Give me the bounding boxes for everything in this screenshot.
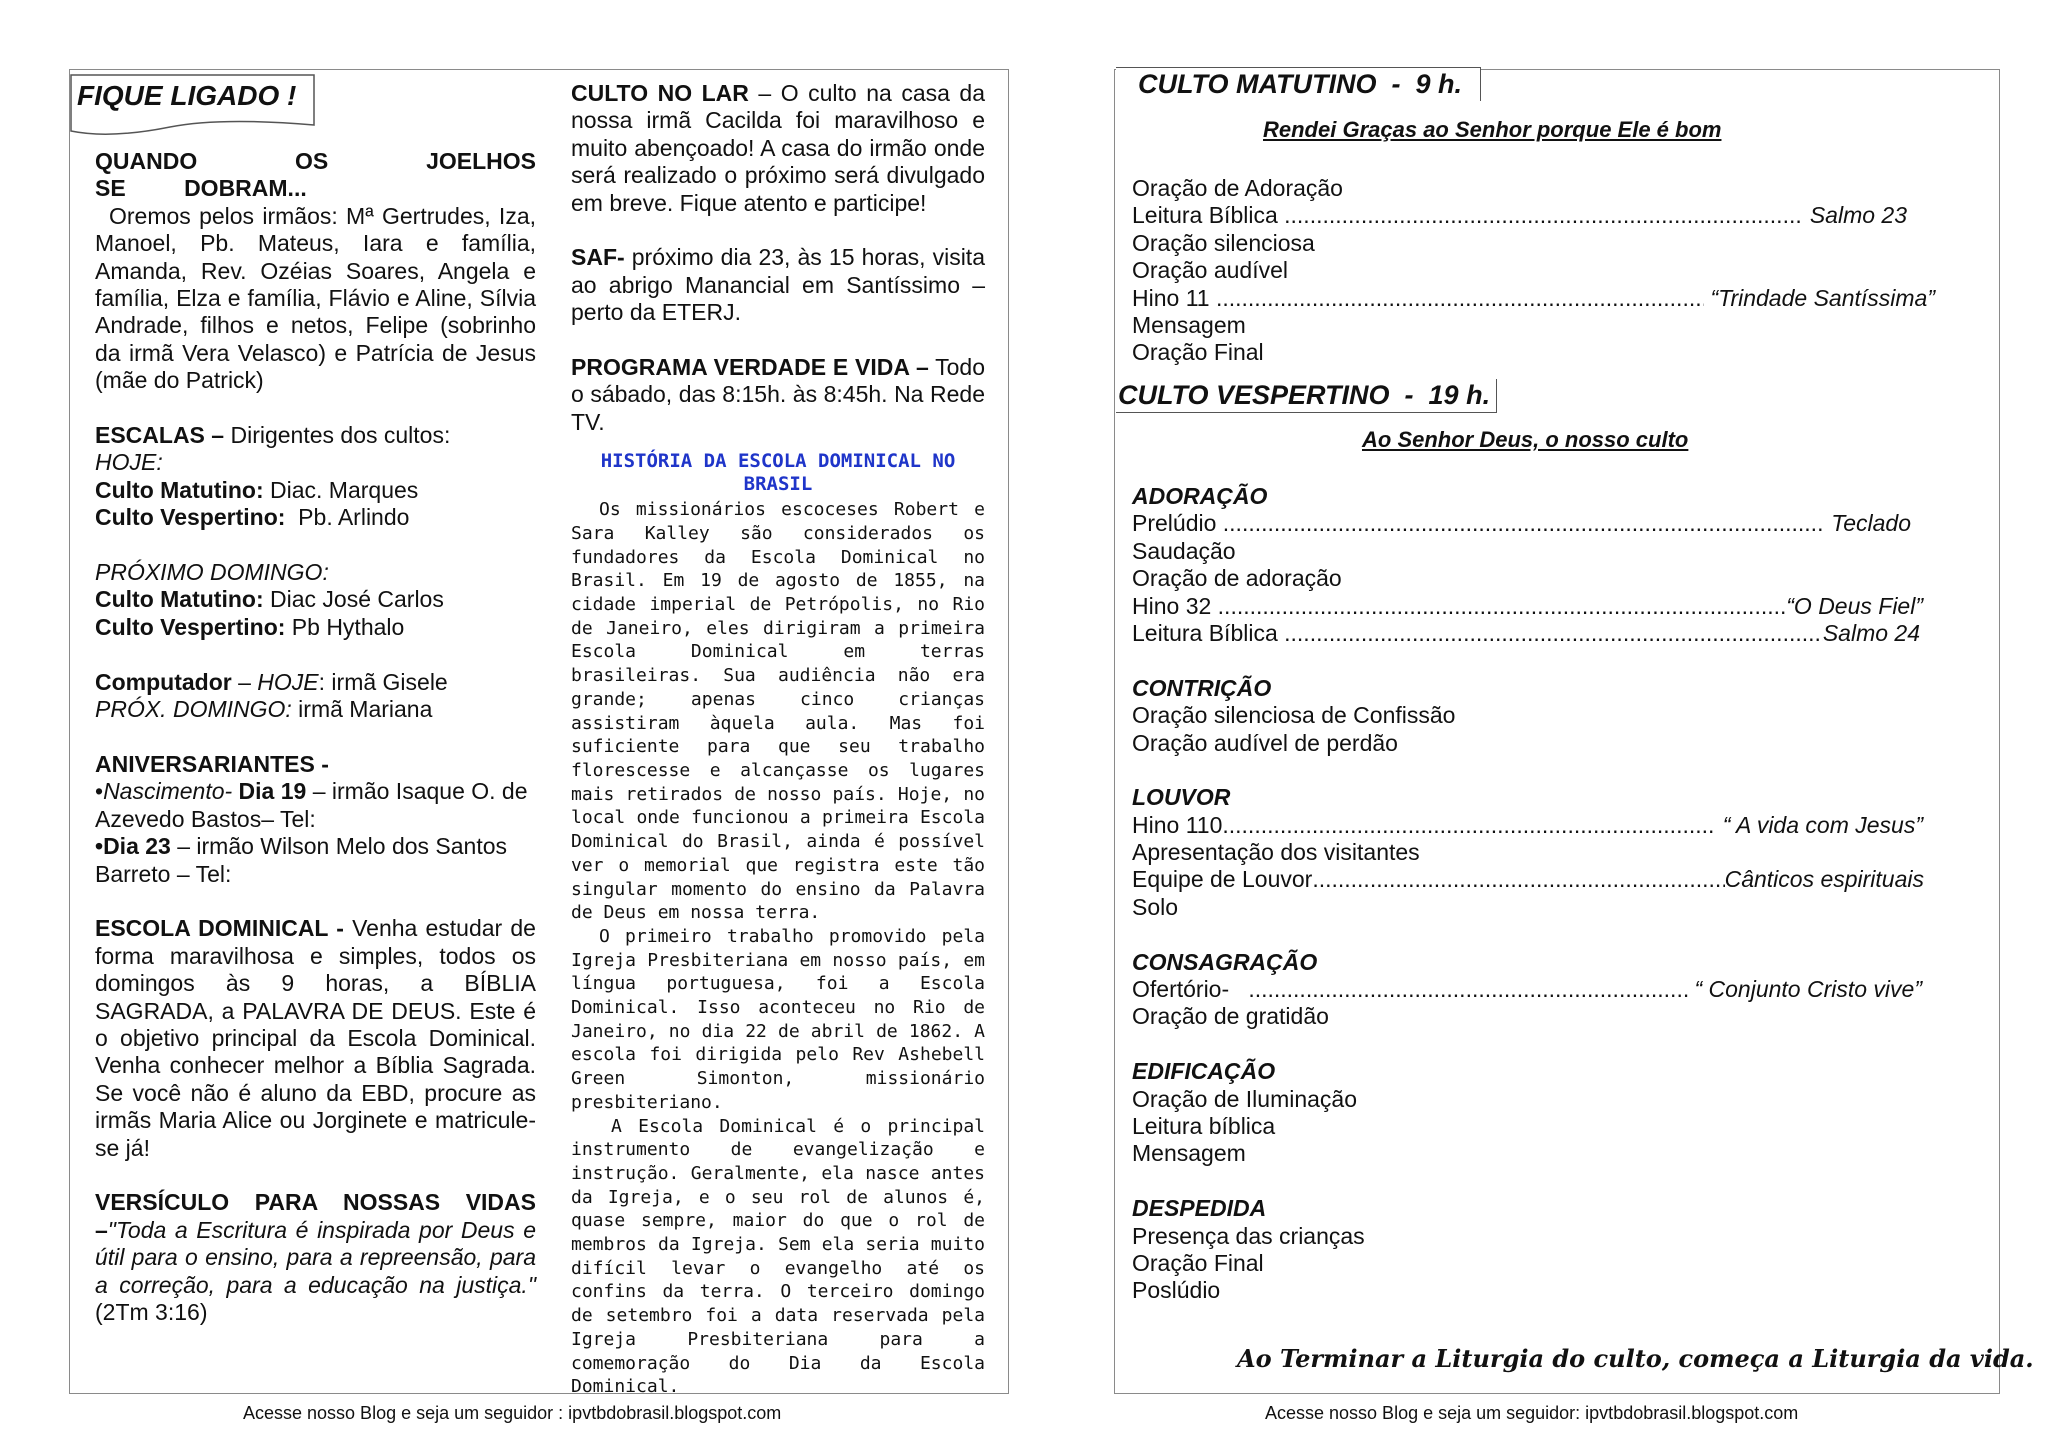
liturgy-item-value: “O Deus Fiel” — [1786, 592, 1923, 619]
liturgy-item-label: Oração audível de perdão — [1132, 729, 1398, 756]
liturgy-item-label: Mensagem — [1132, 311, 1246, 338]
liturgy-item-label: Hino 110 — [1132, 811, 1223, 838]
liturgy-item — [1132, 565, 1942, 592]
matutino-liturgy — [1132, 175, 1964, 367]
leader-dots — [1223, 510, 1825, 537]
liturgy-item — [1132, 1277, 1942, 1304]
liturgy-section-title: CONSAGRAÇÃO — [1132, 948, 1318, 975]
section-gap — [1132, 1305, 1942, 1332]
escalas-text: Dirigentes dos cultos: — [224, 422, 451, 449]
versiculo-ref: (2Tm 3:16) — [95, 1298, 208, 1325]
liturgy-item-label: Hino 11 — [1132, 284, 1216, 311]
right-footer: Acesse nosso Blog e seja um seguidor: ipvtbdobrasil.blogspot.com — [1265, 1403, 1799, 1423]
computador-label: Computador — [95, 668, 232, 695]
section-gap — [1132, 1168, 1942, 1195]
liturgy-item-label: Oração de Adoração — [1132, 175, 1343, 201]
liturgy-section-title: LOUVOR — [1132, 784, 1231, 811]
ebd-title: ESCOLA DOMINICAL - — [95, 915, 344, 942]
section-gap — [1132, 757, 1942, 784]
liturgy-item — [1132, 976, 1922, 1003]
liturgy-section-title: EDIFICAÇÃO — [1132, 1058, 1276, 1085]
saf-title: SAF- — [571, 244, 625, 271]
liturgy-item — [1132, 230, 1964, 257]
liturgy-item — [1132, 312, 1964, 339]
liturgy-item-value: “ Conjunto Cristo vive” — [1688, 976, 1922, 1003]
vespertino-liturgy — [1132, 483, 1942, 1332]
liturgy-item-value: Salmo 23 — [1803, 202, 1907, 229]
matutino-theme: Rendei Graças ao Senhor porque Ele é bom — [1263, 117, 1722, 142]
programa-title: PROGRAMA VERDADE E VIDA – — [571, 354, 929, 381]
liturgy-section-title: CONTRIÇÃO — [1132, 674, 1272, 701]
leader-dots — [1312, 866, 1724, 893]
liturgy-item — [1132, 538, 1942, 565]
aniv2-bullet: • — [95, 833, 104, 860]
liturgy-item-label: Leitura Bíblica — [1132, 619, 1285, 646]
liturgy-item-label: Poslúdio — [1132, 1277, 1221, 1304]
culto-vespertino-title: CULTO VESPERTINO - 19 h. — [1116, 379, 1497, 413]
fique-ligado-title: FIQUE LIGADO ! — [77, 80, 297, 111]
historia-title: HISTÓRIA DA ESCOLA DOMINICAL NO BRASIL — [600, 450, 956, 496]
joelhos-title: QUANDO OS JOELHOS SE DOBRAM... — [95, 148, 536, 202]
liturgy-item-value: Cânticos espirituais — [1724, 866, 1924, 893]
culto-matutino-title: CULTO MATUTINO - 9 h. — [1116, 67, 1481, 101]
liturgy-item-label: Solo — [1132, 893, 1179, 920]
liturgy-item — [1132, 812, 1923, 839]
liturgy-item — [1132, 202, 1907, 229]
liturgy-item-label: Leitura bíblica — [1132, 1112, 1276, 1139]
aniv1-kind: Nascimento- — [103, 778, 233, 805]
liturgy-item — [1132, 1113, 1942, 1140]
programa-text: Todo o sábado, das 8:15h. às 8:45h. Na Rede TV. — [571, 354, 985, 435]
historia-paragraph-2 — [571, 925, 985, 1115]
liturgy-item-label: Leitura Bíblica — [1132, 202, 1285, 229]
closing-phrase: Ao Terminar a Liturgia do culto, começa a Liturgia da vida. — [1237, 1344, 2034, 1373]
aniversariantes-title: ANIVERSARIANTES - — [95, 750, 329, 777]
liturgy-section-title: DESPEDIDA — [1132, 1195, 1267, 1222]
liturgy-item-label: Oração silenciosa — [1132, 229, 1315, 256]
liturgy-item-label: Mensagem — [1132, 1140, 1246, 1167]
computador-prox: PRÓX. DOMINGO: — [95, 696, 292, 723]
saf-text: próximo dia 23, às 15 horas, visita ao abrigo Manancial em Santíssimo – perto da ETERJ. — [571, 244, 985, 326]
vespertino-theme: Ao Senhor Deus, o nosso culto — [1362, 427, 1689, 452]
liturgy-item — [1132, 339, 1964, 366]
vespertino-hoje-label: Culto Vespertino: — [95, 504, 286, 531]
liturgy-item — [1132, 1086, 1942, 1113]
historia-paragraph-2-text: O primeiro trabalho promovido pela Igreja Presbiteriana em nosso país, em língua portuguesa, foi a Escola Dominical. Isso aconteceu no Rio de Janeiro, no dia 22 de abril de 1862. A escola foi dirigida pelo Rev Ashebell Green Simonton, missionário presbiteriano. — [571, 925, 985, 1113]
section-gap — [1132, 921, 1942, 948]
leader-dots — [1284, 620, 1823, 647]
liturgy-item — [1132, 593, 1923, 620]
liturgy-item-label: Ofertório- — [1132, 976, 1249, 1003]
computador-prox-name: irmã Mariana — [291, 696, 433, 723]
liturgy-item-value: Salmo 24 — [1822, 619, 1920, 646]
computador-hoje: HOJE — [257, 668, 319, 695]
escalas-proximo: PRÓXIMO DOMINGO: — [95, 559, 329, 586]
versiculo-title: VERSÍCULO PARA NOSSAS VIDAS – — [95, 1189, 536, 1243]
liturgy-item — [1132, 510, 1911, 537]
liturgy-item — [1132, 257, 1964, 284]
matutino-prox-label: Culto Matutino: — [95, 586, 264, 613]
matutino-hoje-name: Diac. Marques — [263, 476, 419, 503]
historia-paragraph-1-text: Os missionários escoceses Robert e Sara Kalley são considerados os fundadores da Escola Dominical no Brasil. Em 19 de agosto de 1855, na cidade imperial de Petrópolis, no Rio de Janeiro, eles dirigiram a primeira Escola Dominical em terras brasileiras. Sua audiência não era grande; apenas cinco crianças assistiram àquela aula. Mas foi suficiente para que seu trabalho florescesse e alcançasse os lugares mais retirados de nosso país. Hoje, no local onde funcionou a primeira Escola Dominical do Brasil, ainda é possível ver o memorial que registra este tão singular momento do ensino da Palavra de Deus em nossa terra. — [571, 499, 985, 924]
liturgy-item-label: Oração de gratidão — [1132, 1003, 1329, 1030]
liturgy-item-label: Presença das crianças — [1132, 1222, 1365, 1249]
leader-dots — [1222, 812, 1716, 839]
liturgy-item-value: “Trindade Santíssima” — [1704, 284, 1935, 311]
escalas-title: ESCALAS – — [95, 422, 225, 449]
versiculo-quote: "Toda a Escritura é inspirada por Deus e útil para o ensino, para a repreensão, para a correção, para a educação na justiça." — [95, 1216, 536, 1298]
liturgy-item-label: Oração de adoração — [1132, 565, 1342, 592]
liturgy-item — [1132, 1140, 1942, 1167]
liturgy-item — [1132, 1223, 1942, 1250]
liturgy-item-label: Apresentação dos visitantes — [1132, 839, 1420, 866]
joelhos-text: Oremos pelos irmãos: Mª Gertrudes, Iza, Manoel, Pb. Mateus, Iara e família, Amanda, Rev. Ozéias Soares, Angela e família, Elza e família, Flávio e Aline, Sílvia Andrade, filhos e netos, Felipe (sobrinho da irmã Vera Velasco) e Patrícia de Jesus (mãe do Patrick) — [95, 202, 536, 394]
liturgy-item-label: Oração Final — [1132, 1249, 1264, 1276]
liturgy-item — [1132, 730, 1942, 757]
aniv2-text: – irmão Wilson Melo dos Santos Barreto – Tel: — [95, 833, 508, 887]
liturgy-item-label: Hino 32 — [1132, 592, 1218, 619]
liturgy-item-label: Prelúdio — [1132, 510, 1223, 537]
section-gap — [1132, 647, 1942, 674]
liturgy-item — [1132, 866, 1924, 893]
left-footer: Acesse nosso Blog e seja um seguidor : ipvtbdobrasil.blogspot.com — [243, 1403, 782, 1423]
leader-dots — [1216, 285, 1704, 312]
matutino-prox-name: Diac José Carlos — [263, 586, 444, 613]
liturgy-item — [1132, 894, 1942, 921]
historia-paragraph-1 — [571, 498, 985, 925]
liturgy-item-value: Teclado — [1824, 510, 1911, 537]
leader-dots — [1218, 593, 1787, 620]
liturgy-item-label: Oração Final — [1132, 339, 1264, 366]
escalas-hoje: HOJE: — [95, 449, 163, 476]
liturgy-item — [1132, 1003, 1942, 1030]
computador-sep: – — [231, 668, 258, 695]
aniv1-bullet: • — [95, 778, 104, 805]
culto-no-lar-title: CULTO NO LAR — [571, 80, 749, 106]
computador-hoje-name: : irmã Gisele — [318, 668, 448, 695]
liturgy-item — [1132, 702, 1942, 729]
aniv1-text: – irmão Isaque O. de Azevedo Bastos– Tel: — [95, 778, 528, 832]
liturgy-item — [1132, 285, 1935, 312]
leader-dots — [1284, 202, 1803, 229]
vespertino-prox-name: Pb Hythalo — [285, 613, 405, 640]
liturgy-section-title: ADORAÇÃO — [1132, 483, 1268, 509]
historia-paragraph-3 — [571, 1115, 985, 1399]
aniv2-day: Dia 23 — [103, 833, 171, 860]
liturgy-item-label: Saudação — [1132, 537, 1236, 564]
left-column-1 — [95, 148, 536, 1354]
vespertino-prox-label: Culto Vespertino: — [95, 613, 286, 640]
liturgy-item-label: Oração audível — [1132, 257, 1288, 284]
liturgy-item — [1132, 839, 1942, 866]
matutino-hoje-label: Culto Matutino: — [95, 476, 264, 503]
culto-no-lar-text: – O culto na casa da nossa irmã Cacilda foi maravilhoso e muito abençoado! A casa do irmão onde será realizado o próximo será divulgado em breve. Fique atento e participe! — [571, 80, 985, 216]
liturgy-item-value: “ A vida com Jesus” — [1716, 811, 1923, 838]
liturgy-item-label: Oração silenciosa de Confissão — [1132, 702, 1456, 729]
historia-paragraph-3-text: A Escola Dominical é o principal instrumento de evangelização e instrução. Geralmente, ela nasce antes da Igreja, e o seu rol de alunos é, quase sempre, maior do que o rol de membros da Igreja. Sem ela seria muito difícil levar o evangelho até os confins da terra. O terceiro domingo de setembro foi a data reservada pela Igreja Presbiteriana para a comemoração do Dia da Escola Dominical. — [571, 1115, 985, 1398]
left-column-2 — [571, 80, 985, 1399]
ebd-text: Venha estudar de forma maravilhosa e simples, todos os domingos às 9 horas, a BÍBLIA SAGRADA, a PALAVRA DE DEUS. Este é o objetivo principal da Escola Dominical. Venha conhecer melhor a Bíblia Sagrada. Se você não é aluno da EBD, procure as irmãs Maria Alice ou Jorginete e matricule-se já! — [95, 915, 536, 1161]
liturgy-item-label: Equipe de Louvor — [1132, 866, 1313, 893]
vespertino-hoje-name: Pb. Arlindo — [285, 504, 410, 531]
leader-dots — [1248, 976, 1688, 1003]
aniv1-day: Dia 19 — [232, 778, 307, 805]
liturgy-item-label: Oração de Iluminação — [1132, 1085, 1358, 1112]
liturgy-item — [1132, 1250, 1942, 1277]
liturgy-item — [1132, 175, 1964, 202]
liturgy-item — [1132, 620, 1920, 647]
section-gap — [1132, 1031, 1942, 1058]
